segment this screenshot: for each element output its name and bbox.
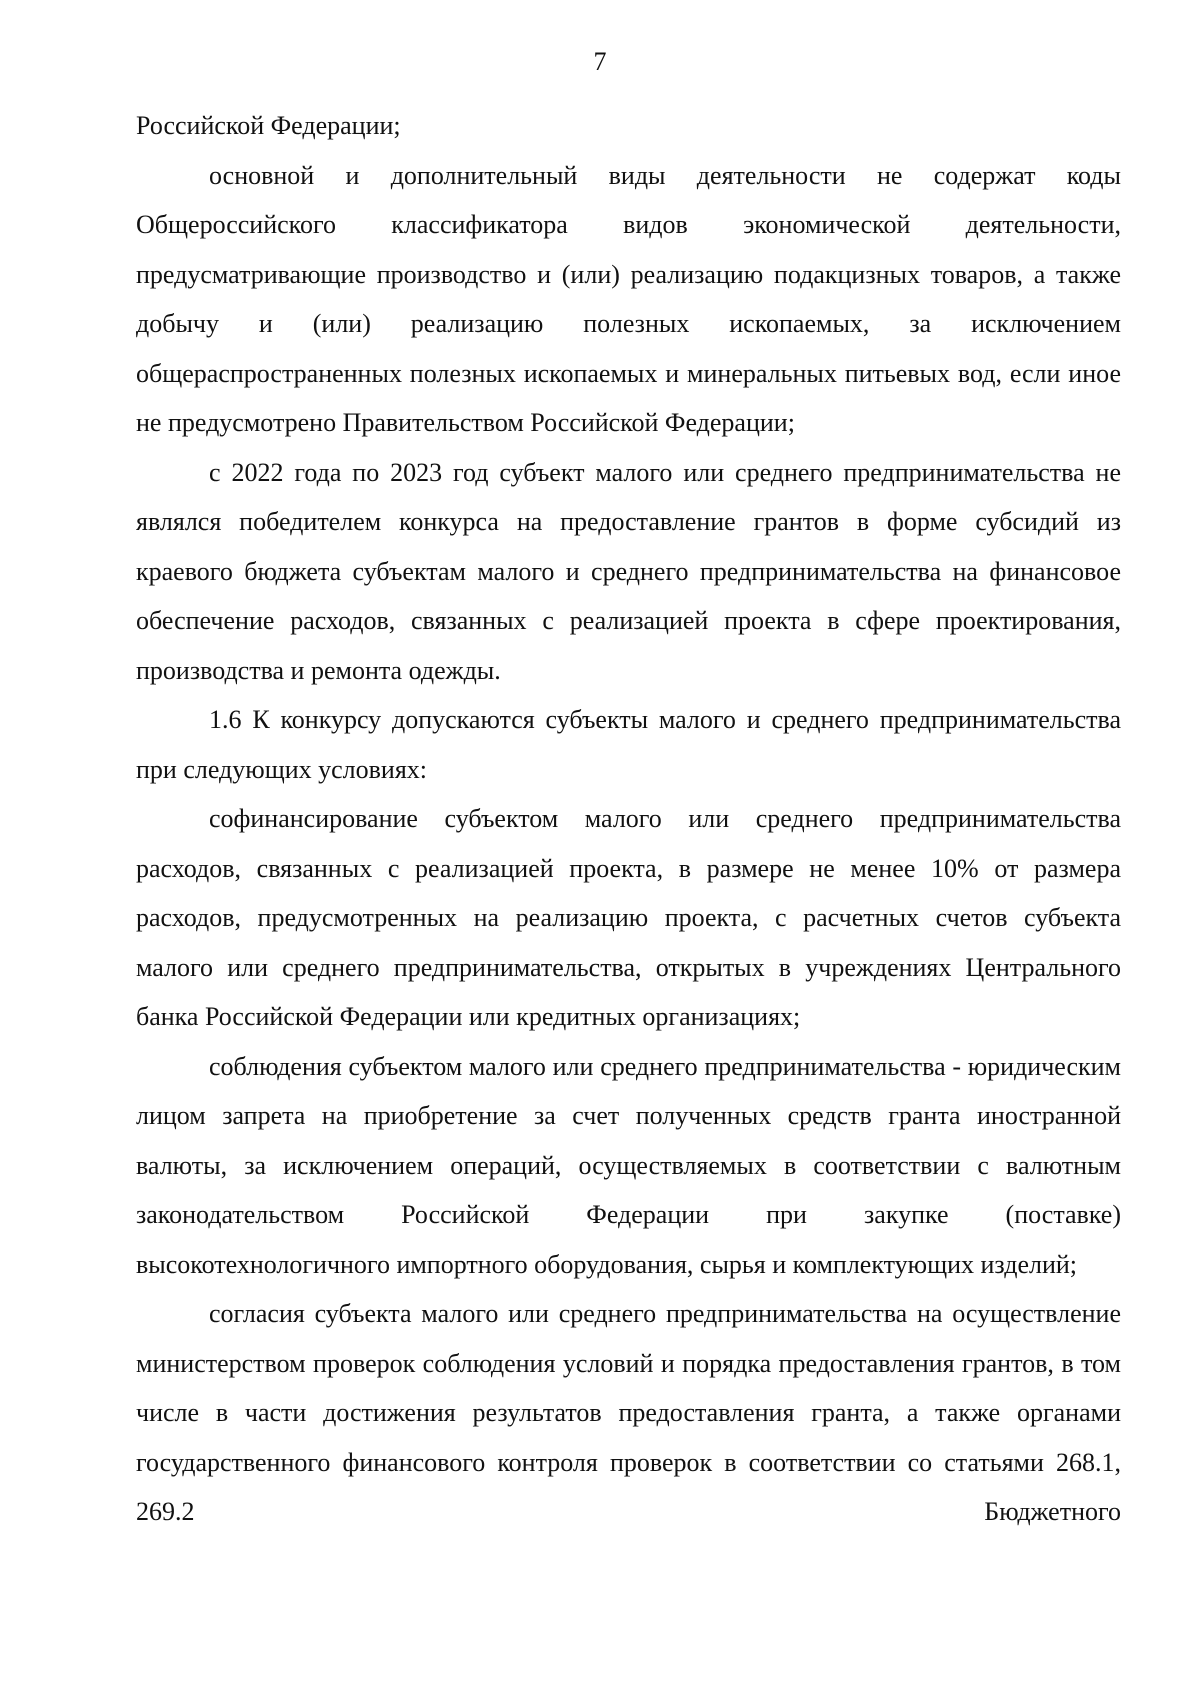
page-number: 7 [593, 47, 607, 76]
paragraph-continuation: Российской Федерации; [136, 111, 401, 140]
paragraph-currency-ban: соблюдения субъектом малого или среднего предпринимательства - юридическим лицом запрета на приобретение за счет полученных средств гранта иностранной валюты, за исключением операций, осуществляемых в соответствии с валютным законодательством Российской Федерации при закупке (поставке) высокотехнологичного импортного оборудования, сырья и комплектующих изделий; [136, 1051, 1121, 1279]
paragraph-not-winner: с 2022 года по 2023 год субъект малого или среднего предпринимательства не являлся победителем конкурса на предоставление грантов в форме субсидий из краевого бюджета субъектам малого и среднего предпринимательства на финансовое обеспечение расходов, связанных с реализацией проекта в сфере проектирования, производства и ремонта одежды. [136, 457, 1121, 685]
document-body [136, 101, 1121, 1537]
paragraph-consent-inspections: согласия субъекта малого или среднего предпринимательства на осуществление министерством проверок соблюдения условий и порядка предоставления грантов, в том числе в части достижения результатов предоставления гранта, а также органами государственного финансового контроля проверок в соответствии со статьями 268.1, 269.2 Бюджетного [136, 1299, 1121, 1526]
paragraph-clause-1-6: 1.6 К конкурсу допускаются субъекты малого и среднего предпринимательства при следующих условиях: [136, 705, 1121, 784]
paragraph-activity-codes: основной и дополнительный виды деятельности не содержат коды Общероссийского классификатора видов экономической деятельности, предусматривающие производство и (или) реализацию подакцизных товаров, а также добычу и (или) реализацию полезных ископаемых, за исключением общераспространенных полезных ископаемых и минеральных питьевых вод, если иное не предусмотрено Правительством Российской Федерации; [136, 160, 1121, 437]
paragraph-cofinancing: софинансирование субъектом малого или среднего предпринимательства расходов, связанных с реализацией проекта, в размере не менее 10% от размера расходов, предусмотренных на реализацию проекта, с расчетных счетов субъекта малого или среднего предпринимательства, открытых в учреждениях Центрального банка Российской Федерации или кредитных организациях; [136, 804, 1121, 1031]
